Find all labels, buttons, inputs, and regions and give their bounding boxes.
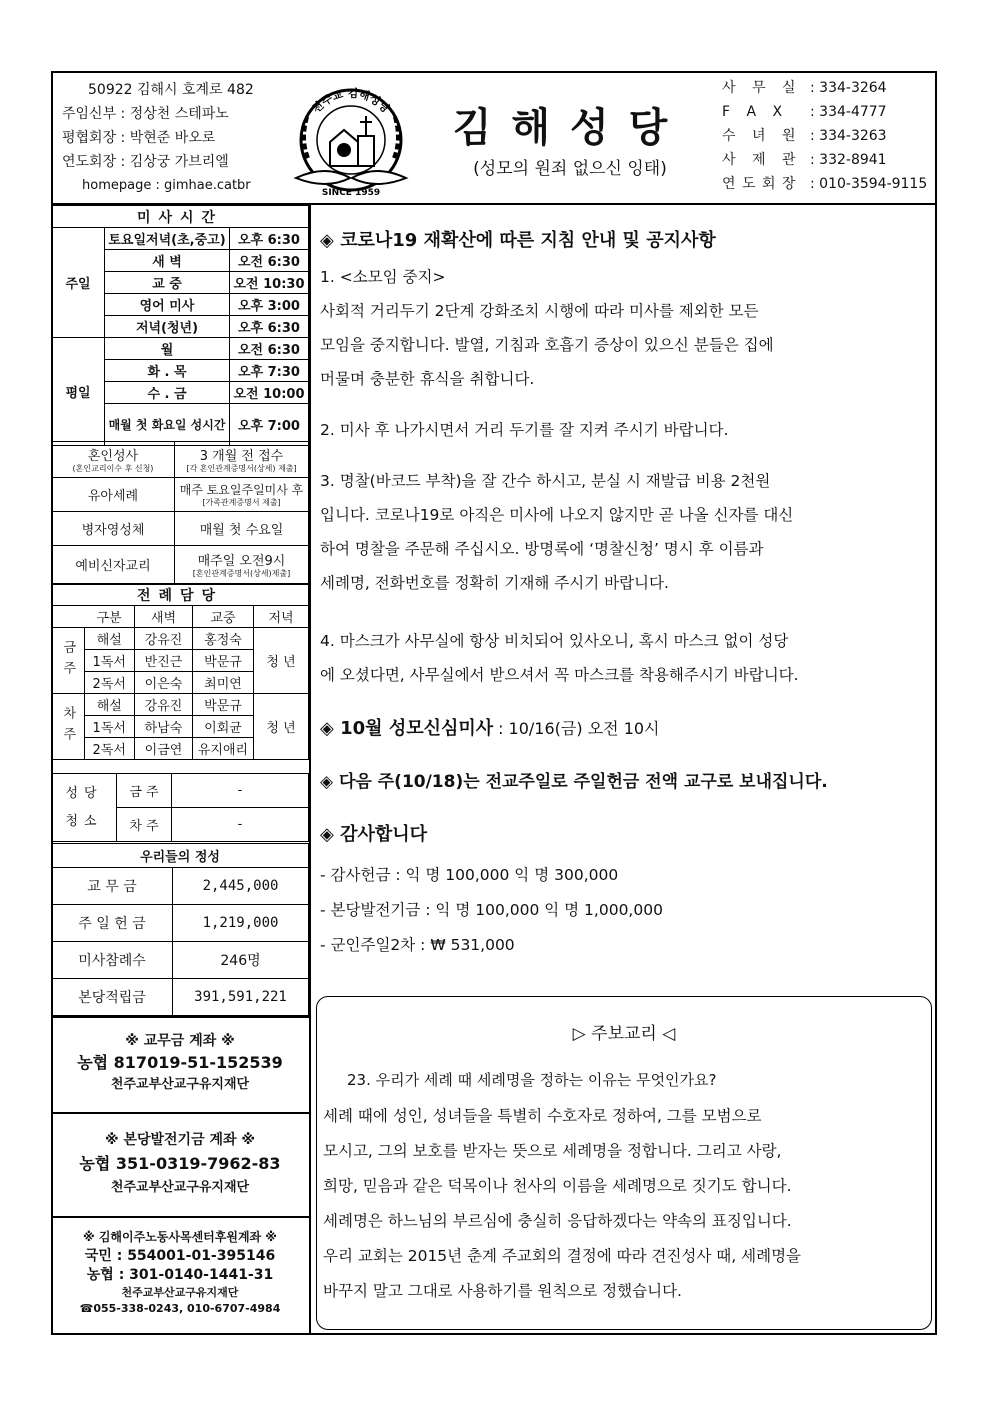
- catechism-title: ▷ 주보교리 ◁: [572, 1024, 676, 1044]
- offering-value: 1,219,000: [173, 905, 309, 942]
- address: 50922 김해시 호계로 482: [88, 82, 254, 98]
- mass-name: 영어 미사: [105, 294, 230, 316]
- sacrament-value: 매월 첫 수요일: [175, 512, 309, 546]
- answer-line: 모시고, 그의 보호를 받자는 뜻으로 세례명을 정합니다. 그리고 사랑,: [323, 1142, 782, 1160]
- mass-time: 오후 7:30: [230, 360, 309, 382]
- liturgy-person: 박문규: [193, 694, 254, 716]
- sacrament-item: 유아세례: [52, 478, 175, 512]
- account-holder: 천주교부산교구유지재단: [110, 1077, 250, 1092]
- parish-info: [62, 78, 282, 198]
- account-number: 국민 : 554001-01-395146: [84, 1248, 276, 1264]
- liturgy-person: 유지애리: [193, 738, 254, 760]
- thanks-heading: ◈ 감사합니다: [320, 824, 428, 845]
- cleaning-next-value: -: [172, 808, 309, 842]
- mass-name: 교 중: [105, 272, 230, 294]
- mass-times-caption: 미사시간: [52, 206, 309, 228]
- answer-line: 세례 때에 성인, 성녀들을 특별히 수호자로 정하여, 그를 모범으로: [323, 1107, 762, 1125]
- thanks-section: [320, 820, 930, 846]
- mass-name: 매월 첫 화요일 성시간: [105, 404, 230, 446]
- liturgy-person: 박문규: [193, 650, 254, 672]
- account-title: ※ 본당발전기금 계좌 ※: [104, 1132, 256, 1148]
- liturgy-role: 1독서: [84, 650, 135, 672]
- liturgy-header: 저녁: [254, 606, 309, 628]
- offering-name: 주 일 헌 금: [52, 905, 173, 942]
- liturgy-person: 강유진: [135, 694, 193, 716]
- parish-logo: [286, 78, 416, 198]
- notice-line: 입니다. 코로나19로 아직은 미사에 나오지 않지만 곧 나올 신자를 대신: [320, 506, 794, 524]
- page-subtitle: (성모의 원죄 없으신 잉태): [473, 159, 667, 179]
- thanks-line: - 본당발전기금 : 익 명 100,000 익 명 1,000,000: [320, 901, 663, 919]
- mass-time: 오전 10:30: [230, 272, 309, 294]
- offering-name: 미사참례수: [52, 942, 173, 979]
- page-title: 김해성당: [452, 105, 688, 151]
- account-box-2: [51, 1112, 309, 1216]
- mass-time: 오전 10:00: [230, 382, 309, 404]
- offering-value: 2,445,000: [173, 868, 309, 905]
- contact-legion: 연 도 회 장 : 010-3594-9115: [722, 176, 928, 192]
- contact-fax: F A X : 334-4777: [722, 104, 887, 120]
- mass-time: 오후 3:00: [230, 294, 309, 316]
- cleaning-label: 성당 청소: [52, 774, 117, 842]
- mass-time: 오후 6:30: [230, 316, 309, 338]
- notice-line: 머물며 충분한 휴식을 취합니다.: [320, 370, 535, 388]
- sacrament-value: 3 개월 전 접수 [각 혼인관계증명서(상세) 제출]: [175, 442, 309, 478]
- notice-item-3: [320, 464, 930, 600]
- mission-sunday-notice: ◈ 다음 주(10/18)는 전교주일로 주일헌금 전액 교구로 보내집니다.: [320, 772, 828, 792]
- notice-line: 사회적 거리두기 2단계 강화조치 시행에 따라 미사를 제외한 모든: [320, 302, 759, 320]
- liturgy-header: 새벽: [135, 606, 193, 628]
- notice-line: 모임을 중지합니다. 발열, 기침과 호흡기 증상이 있으신 분들은 집에: [320, 336, 774, 354]
- catechism-box: [316, 996, 932, 1330]
- mass-time: 오전 6:30: [230, 250, 309, 272]
- liturgy-person: 최미연: [193, 672, 254, 694]
- sacrament-value: 매주일 오전9시 [혼인관계증명서(상세)제출]: [175, 546, 309, 584]
- cleaning-this-week: 금 주: [117, 774, 172, 808]
- account-box-1: [51, 1016, 309, 1112]
- account-holder: 천주교부산교구유지재단: [121, 1286, 239, 1299]
- contact-office: 사 무 실 : 334-3264: [722, 80, 887, 96]
- marian-mass-notice: ◈ 10월 성모신심미사 : 10/16(금) 오전 10시: [320, 718, 660, 739]
- contact-list: [722, 76, 927, 196]
- notice-heading: ◈ 코로나19 재확산에 따른 지침 안내 및 공지사항: [320, 230, 716, 251]
- liturgy-person: 반진근: [135, 650, 193, 672]
- mass-name: 저녁(청년): [105, 316, 230, 338]
- liturgy-evening: 청 년: [254, 694, 309, 760]
- liturgy-caption: 전례담당: [52, 585, 309, 606]
- sacrament-item: 혼인성사 (혼인교리이수 후 신청): [52, 442, 175, 478]
- council-president: 평협회장 : 박현준 바오로: [62, 130, 216, 146]
- cleaning-table: [51, 773, 309, 842]
- mass-time: 오전 6:30: [230, 338, 309, 360]
- notice-item-2: 2. 미사 후 나가시면서 거리 두기를 잘 지켜 주시기 바랍니다.: [320, 421, 729, 439]
- liturgy-role: 해설: [84, 694, 135, 716]
- mass-name: 수 . 금: [105, 382, 230, 404]
- account-holder: 천주교부산교구유지재단: [110, 1180, 250, 1195]
- mass-name: 화 . 목: [105, 360, 230, 382]
- logo-text: 천주교 김해성당: [309, 86, 393, 116]
- liturgy-header: 교중: [193, 606, 254, 628]
- offering-value: 391,591,221: [173, 979, 309, 1016]
- answer-line: 바꾸지 말고 그대로 사용하기를 원칙으로 정했습니다.: [323, 1282, 682, 1300]
- liturgy-role: 해설: [84, 628, 135, 650]
- account-phone: ☎055-338-0243, 010-6707-4984: [79, 1302, 281, 1315]
- answer-line: 세례명은 하느님의 부르심에 충실히 응답하겠다는 약속의 표징입니다.: [323, 1212, 792, 1230]
- notice-line: 3. 명찰(바코드 부착)을 잘 간수 하시고, 분실 시 재발급 비용 2천원: [320, 472, 771, 490]
- liturgy-person: 이금연: [135, 738, 193, 760]
- column-divider: [309, 203, 311, 1335]
- homepage: homepage : gimhae.catbr: [82, 178, 251, 193]
- liturgy-role: 2독서: [84, 672, 135, 694]
- priest: 주임신부 : 정상천 스테파노: [62, 106, 229, 122]
- liturgy-person: 강유진: [135, 628, 193, 650]
- liturgy-header: 구분: [84, 606, 135, 628]
- mass-name: 월: [105, 338, 230, 360]
- cleaning-this-value: -: [172, 774, 309, 808]
- account-number: 농협 : 301-0140-1441-31: [86, 1267, 274, 1283]
- notice-section: [320, 226, 930, 252]
- liturgy-person: 홍정숙: [193, 628, 254, 650]
- account-title: ※ 김해이주노동사목센터후원계좌 ※: [83, 1230, 277, 1244]
- thanks-line: - 군인주일2차 : ₩ 531,000: [320, 936, 515, 954]
- mass-name: 토요일저녁(초,중고): [105, 228, 230, 250]
- sacrament-value: 매주 토요일주일미사 후 [가족관계증명서 제출]: [175, 478, 309, 512]
- notice-item-title: 1. <소모임 중지>: [320, 268, 446, 286]
- offering-value: 246명: [173, 942, 309, 979]
- legion-president: 연도회장 : 김상궁 가브리엘: [62, 154, 229, 170]
- this-week-label: 금주: [52, 628, 85, 694]
- weekday-label: 평일: [52, 338, 105, 446]
- account-title: ※ 교무금 계좌 ※: [125, 1033, 235, 1049]
- catechism-answer: [323, 1099, 927, 1309]
- offering-name: 교 무 금: [52, 868, 173, 905]
- liturgy-person: 이회균: [193, 716, 254, 738]
- sacrament-item: 예비신자교리: [52, 546, 175, 584]
- liturgy-evening: 청 년: [254, 628, 309, 694]
- notice-line: 하여 명찰을 주문해 주십시오. 방명록에 ‘명찰신청’ 명시 후 이름과: [320, 540, 764, 558]
- answer-line: 우리 교회는 2015년 춘계 주교회의 결정에 따라 견진성사 때, 세례명을: [323, 1247, 802, 1265]
- offering-name: 본당적립금: [52, 979, 173, 1016]
- answer-line: 희망, 믿음과 같은 덕목이나 천사의 이름을 세례명으로 짓기도 합니다.: [323, 1177, 792, 1195]
- cleaning-next-week: 차 주: [117, 808, 172, 842]
- account-box-3: [51, 1216, 309, 1333]
- notice-line: 4. 마스크가 사무실에 항상 비치되어 있사오니, 혹시 마스크 없이 성당: [320, 632, 789, 650]
- svg-text:천주교 김해성당: [309, 86, 393, 116]
- account-number: 농협 351-0319-7962-83: [79, 1154, 281, 1173]
- notice-line: 세례명, 전화번호를 정확히 기재해 주시기 바랍니다.: [320, 574, 669, 592]
- contact-convent: 수 녀 원 : 334-3263: [722, 128, 887, 144]
- notice-item-1: [320, 260, 930, 396]
- liturgy-role: 2독서: [84, 738, 135, 760]
- thanks-line: - 감사헌금 : 익 명 100,000 익 명 300,000: [320, 866, 619, 884]
- sacraments-table: [51, 441, 309, 584]
- offerings-caption: 우리들의 정성: [52, 844, 309, 868]
- liturgy-person: 하남숙: [135, 716, 193, 738]
- sacrament-item: 병자영성체: [52, 512, 175, 546]
- offerings-table: [51, 843, 309, 1016]
- thanks-list: [320, 858, 930, 963]
- notice-item-4: [320, 624, 930, 692]
- liturgy-role: 1독서: [84, 716, 135, 738]
- mass-time: 오후 7:00: [230, 404, 309, 446]
- notice-line: 에 오셨다면, 사무실에서 받으셔서 꼭 마스크를 착용해주시기 바랍니다.: [320, 666, 799, 684]
- mass-times-table: [51, 205, 309, 446]
- logo-since: SINCE 1959: [321, 188, 381, 198]
- sunday-label: 주일: [52, 228, 105, 338]
- liturgy-table: [51, 584, 309, 760]
- contact-rectory: 사 제 관 : 332-8941: [722, 152, 887, 168]
- account-number: 농협 817019-51-152539: [77, 1053, 283, 1072]
- mass-time: 오후 6:30: [230, 228, 309, 250]
- catechism-question: 23. 우리가 세례 때 세례명을 정하는 이유는 무엇인가요?: [347, 1071, 717, 1089]
- next-week-label: 차주: [52, 694, 85, 760]
- liturgy-person: 이은숙: [135, 672, 193, 694]
- mass-name: 새 벽: [105, 250, 230, 272]
